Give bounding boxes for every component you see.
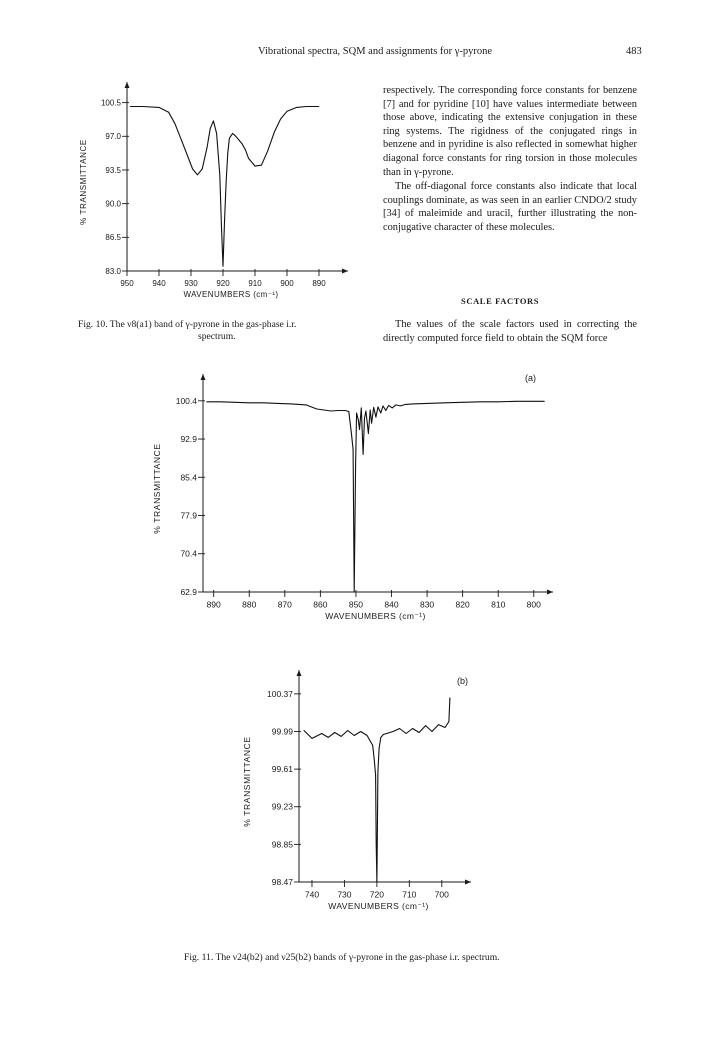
fig11a-x-tick-label: 870 — [277, 599, 292, 610]
fig11b-data-point — [438, 724, 439, 725]
fig11a-x-tick-label: 840 — [384, 599, 399, 610]
fig11b-x-tick-label: 730 — [337, 889, 352, 900]
fig11b-data-point — [376, 844, 377, 845]
fig10-caption-line2: spectrum. — [198, 331, 236, 342]
fig11a-x-tick-label: 810 — [491, 599, 506, 610]
fig11a-x-tick-label: 880 — [242, 599, 257, 610]
fig11a-x-tick-label: 830 — [419, 599, 435, 610]
fig11b-data-point — [393, 731, 394, 732]
fig11b-y-axis-arrow — [297, 670, 302, 676]
fig11a-x-tick-label: 890 — [206, 599, 221, 610]
fig10-x-tick-label: 890 — [312, 279, 326, 288]
fig11b-x-tick-label: 700 — [434, 889, 449, 900]
fig11a-y-tick-label: 100.4 — [175, 395, 197, 406]
fig11a-x-tick-label: 820 — [455, 599, 470, 610]
fig11b-data-point — [378, 772, 379, 773]
fig11b-data-point — [370, 741, 371, 742]
fig10-y-tick-label: 100.5 — [100, 98, 121, 108]
fig11b-data-point — [399, 728, 400, 729]
fig11b-data-point — [450, 697, 451, 698]
fig11b-data-point — [432, 731, 433, 732]
fig11b-data-point — [304, 730, 305, 731]
fig11a-y-tick-label: 70.4 — [180, 548, 197, 559]
fig10-x-tick-label: 910 — [248, 279, 262, 288]
fig11b-data-point — [372, 745, 373, 746]
fig10-x-axis-label: WAVENUMBERS (cm⁻¹) — [183, 290, 279, 299]
fig10-y-axis-label: % TRANSMITTANCE — [79, 139, 88, 225]
fig11b-data-point — [425, 725, 426, 726]
fig11a-y-tick-label: 62.9 — [180, 586, 197, 597]
fig11b-data-point — [341, 736, 342, 737]
fig11b-data-point — [377, 882, 378, 883]
fig11b-data-point — [347, 730, 348, 731]
fig11b-series-line — [304, 698, 450, 882]
fig11b-data-point — [334, 732, 335, 733]
fig11b-data-point — [367, 735, 368, 736]
fig11b-data-point — [379, 748, 380, 749]
fig11-caption: Fig. 11. The ν24(b2) and ν25(b2) bands of γ-pyrone in the gas-phase i.r. spectrum. — [184, 952, 500, 963]
fig11b-data-point — [328, 737, 329, 738]
fig11a-x-tick-label: 850 — [348, 599, 364, 610]
fig11a-y-tick-label: 85.4 — [180, 472, 197, 483]
fig10-y-tick-label: 97.0 — [105, 132, 121, 142]
fig10-y-tick-label: 83.0 — [105, 266, 121, 276]
fig11b-data-point — [449, 721, 450, 722]
fig11b-y-tick-label: 98.47 — [271, 876, 293, 887]
fig11b-data-point — [419, 732, 420, 733]
fig11a-x-tick-label: 800 — [526, 599, 541, 610]
fig11b-data-point — [312, 738, 313, 739]
fig11b-x-tick-label: 710 — [402, 889, 417, 900]
fig11b-data-point — [375, 775, 376, 776]
fig11b-y-tick-label: 99.99 — [271, 726, 293, 737]
fig11b-y-axis-label: % TRANSMITTANCE — [242, 736, 252, 827]
fig11b-data-point — [412, 728, 413, 729]
fig10-x-tick-label: 930 — [184, 279, 198, 288]
fig10-y-tick-label: 86.5 — [105, 233, 121, 243]
fig11a-panel-label: (a) — [525, 373, 536, 383]
fig11a-x-tick-label: 860 — [313, 599, 328, 610]
body-paragraph-1: respectively. The corresponding force constants for benzene [7] and for pyridine [10] have values intermediate between those above, indicating the extensive conjugation in these ring systems. The rigidness of the conjugated rings in benzene and in pyridine is also reflected in somewhat higher diagonal force constants for ring torsion in those molecules than in γ-pyrone. — [383, 85, 637, 178]
fig11b-data-point — [374, 760, 375, 761]
fig11b-data-point — [321, 733, 322, 734]
fig11b-x-tick-label: 720 — [369, 889, 384, 900]
fig11a-x-axis-label: WAVENUMBERS (cm⁻¹) — [325, 611, 426, 621]
fig11a-y-tick-label: 92.9 — [180, 434, 197, 445]
fig10-x-tick-label: 920 — [216, 279, 230, 288]
fig10-x-tick-label: 940 — [152, 279, 166, 288]
fig11b-x-axis-arrow — [465, 880, 471, 885]
section-heading: SCALE FACTORS — [461, 296, 540, 306]
fig11b-data-point — [386, 733, 387, 734]
fig11b-data-point — [383, 734, 384, 735]
fig11b-panel-label: (b) — [457, 676, 468, 686]
fig10-caption-line1: Fig. 10. The ν8(a1) band of γ-pyrone in the gas-phase i.r. — [78, 319, 297, 330]
fig11b-y-tick-label: 98.85 — [271, 839, 293, 850]
fig11b-y-tick-label: 99.23 — [271, 801, 293, 812]
fig11b-y-tick-label: 99.61 — [271, 764, 293, 775]
fig11b-data-point — [360, 731, 361, 732]
fig11b-x-axis-label: WAVENUMBERS (cm⁻¹) — [328, 901, 429, 911]
fig11b-data-point — [445, 727, 446, 728]
fig11b-data-point — [380, 737, 381, 738]
running-header: Vibrational spectra, SQM and assignments for γ-pyrone — [258, 46, 493, 57]
fig11b-data-point — [354, 735, 355, 736]
page-number: 483 — [626, 46, 642, 57]
fig11b-y-tick-label: 100.37 — [267, 688, 293, 699]
body-paragraph-2: The off-diagonal force constants also indicate that local couplings dominate, as was seen in an earlier CNDO/2 study [34] of maleimide and uracil, further illustrating the non-conjugative character of these molecules. — [383, 181, 637, 233]
fig10-x-tick-label: 900 — [280, 279, 294, 288]
fig10-y-tick-label: 93.5 — [105, 165, 121, 175]
fig11a-y-tick-label: 77.9 — [180, 510, 197, 521]
fig11b-x-tick-label: 740 — [304, 889, 320, 900]
fig10-y-tick-label: 90.0 — [105, 199, 121, 209]
body-paragraph-3: The values of the scale factors used in correcting the directly computed force field to obtain the SQM force — [383, 319, 637, 344]
fig10-x-tick-label: 950 — [120, 279, 134, 288]
fig11a-y-axis-label: % TRANSMITTANCE — [152, 443, 162, 534]
fig11b-data-point — [406, 733, 407, 734]
